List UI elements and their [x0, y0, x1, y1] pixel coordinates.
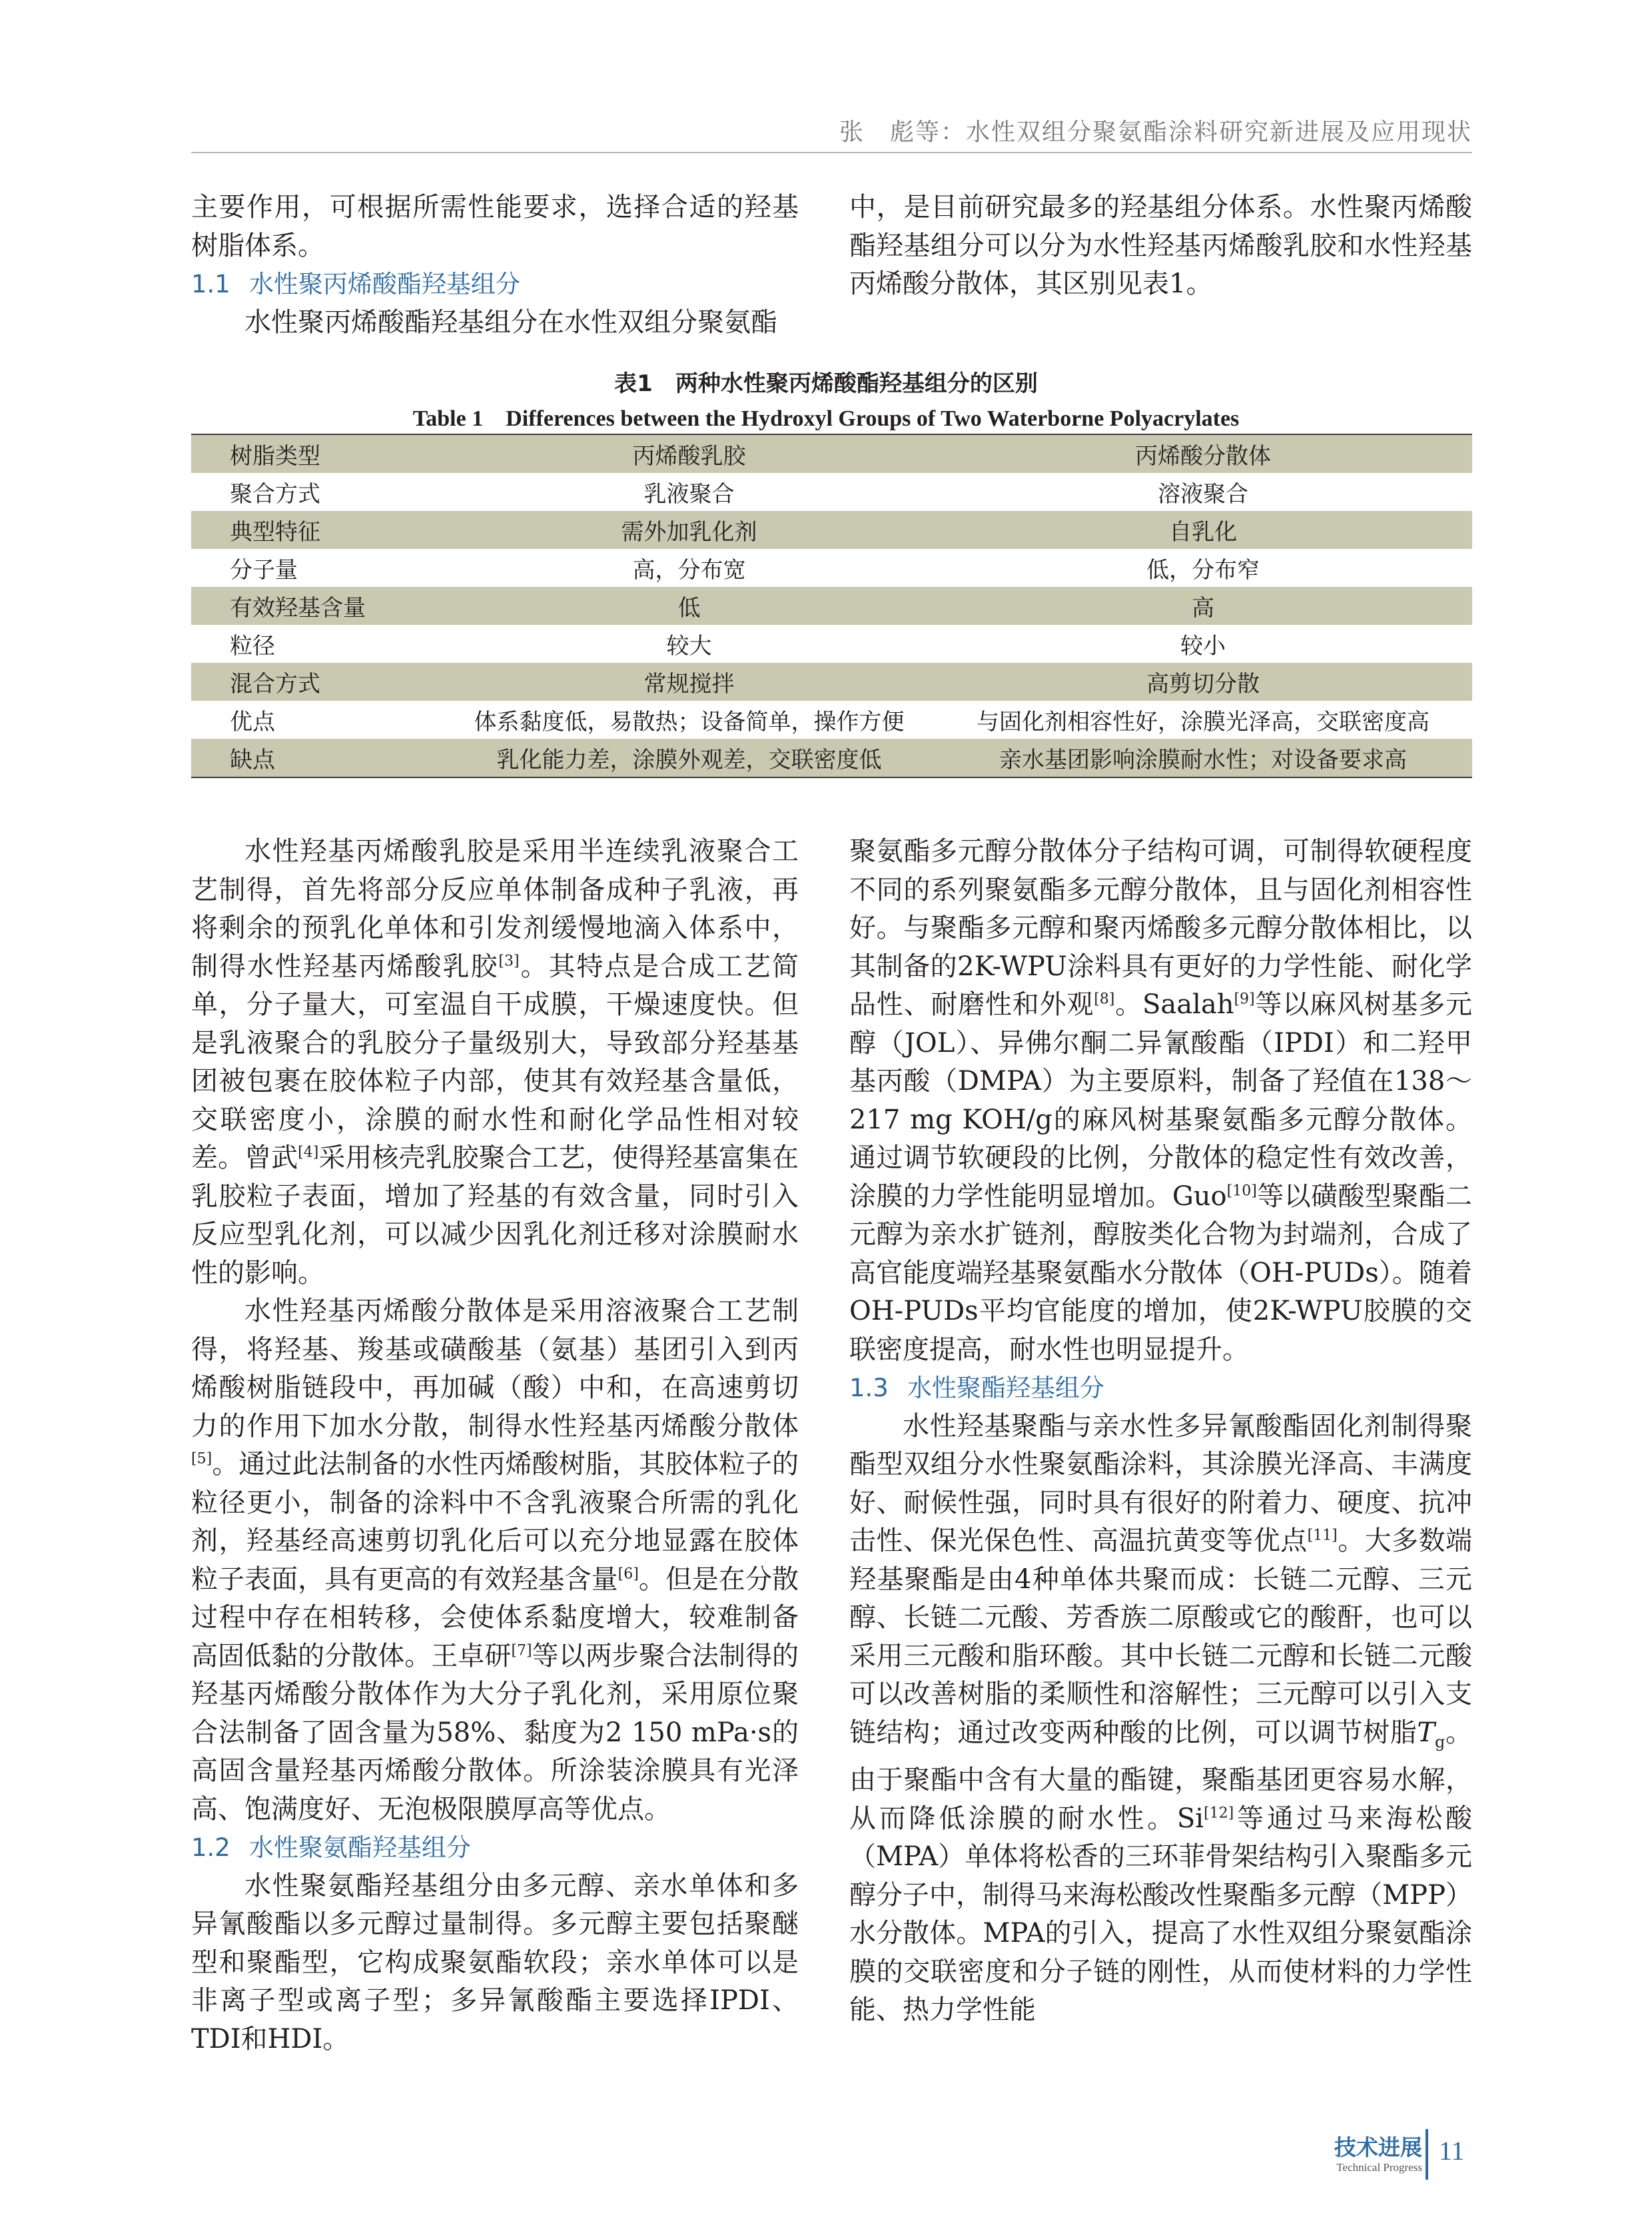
table-cell: 需外加乳化剂	[444, 511, 934, 549]
table-cell: 优点	[230, 709, 275, 735]
citation: [6]	[618, 1565, 639, 1583]
table-cell: 粒径	[230, 633, 275, 660]
table-cell: 乳液聚合	[643, 481, 735, 508]
table-header-row	[191, 434, 1472, 473]
table-row	[191, 625, 1472, 663]
table-cell: 高剪切分散	[934, 663, 1472, 701]
table-cell: 有效羟基含量	[191, 587, 444, 625]
table-cell: 低，分布窄	[1146, 557, 1260, 584]
citation: [9]	[1234, 991, 1255, 1008]
right-column	[849, 833, 1472, 2030]
section-title: 水性聚氨酯羟基组分	[248, 1833, 471, 1862]
table-row	[191, 587, 1472, 625]
running-head: 张 彪等：水性双组分聚氨酯涂料研究新进展及应用现状	[839, 119, 1472, 146]
section-heading-1-3	[849, 1369, 1472, 1408]
footer-divider	[1426, 2129, 1428, 2180]
table-cell: 混合方式	[191, 663, 444, 701]
section-number: 1.3	[849, 1374, 889, 1402]
section-heading-1-1	[191, 265, 799, 304]
table-cell: 典型特征	[191, 511, 444, 549]
paragraph: 主要作用，可根据所需性能要求，选择合适的羟基树脂体系。	[191, 192, 799, 261]
citation: [3]	[498, 953, 520, 970]
table-cell: 树脂类型	[191, 434, 444, 473]
citation: [7]	[511, 1642, 532, 1659]
table-row	[191, 473, 1472, 511]
footer-section-cn: 技术进展	[1334, 2134, 1422, 2160]
paragraph: 水性羟基丙烯酸分散体是采用溶液聚合工艺制得，将羟基、羧基或磺酸基（氨基）基团引入到丙烯酸树脂链段中，再加碱（酸）中和，在高速剪切力的作用下加水分散，制得水性羟基丙烯酸分散体[5]。通过此法制备的水性丙烯酸树脂，其胶体粒子的粒径更小，制备的涂料中不含乳液聚合所需的乳化剂，羟基经高速剪切乳化后可以充分地显露在胶体粒子表面，具有更高的有效羟基含量[6]。但是在分散过程中存在相转移，会使体系黏度增大，较难制备高固低黏的分散体。王卓研[7]等以两步聚合法制得的羟基丙烯酸分散体作为大分子乳化剂，采用原位聚合法制备了固含量为58%、黏度为2 150 mPa·s的高固含量羟基丙烯酸分散体。所涂装涂膜具有光泽高、饱满度好、无泡极限膜厚高等优点。	[191, 1296, 799, 1825]
table-caption-cn: 表1 两种水性聚丙烯酸酯羟基组分的区别	[614, 370, 1038, 397]
paragraph: 聚氨酯多元醇分散体分子结构可调，可制得软硬程度不同的系列聚氨酯多元醇分散体，且与固化剂相容性好。与聚酯多元醇和聚丙烯酸多元醇分散体相比，以其制备的2K-WPU涂料具有更好的力学性能、耐化学品性、耐磨性和外观[8]。Saalah[9]等以麻风树基多元醇（JOL）、异佛尔酮二异氰酸酯（IPDI）和二羟甲基丙酸（DMPA）为主要原料，制备了羟值在138～217 mg KOH/g的麻风树基聚氨酯多元醇分散体。通过调节软硬段的比例，分散体的稳定性有效改善，涂膜的力学性能明显增加。Guo[10]等以磺酸型聚酯二元醇为亲水扩链剂，醇胺类化合物为封端剂，合成了高官能度端羟基聚氨酯水分散体（OH-PUDs）。随着OH-PUDs平均官能度的增加，使2K-WPU胶膜的交联密度提高，耐水性也明显提升。	[849, 836, 1473, 1365]
table-cell: 较大	[666, 633, 712, 660]
section-title: 水性聚丙烯酸酯羟基组分	[248, 270, 520, 298]
table-row	[191, 739, 1472, 777]
table-cell: 常规搅拌	[444, 663, 934, 701]
table-cell: 丙烯酸分散体	[934, 434, 1472, 473]
header-rule	[191, 152, 1472, 153]
table-cell: 自乳化	[934, 511, 1472, 549]
table-cell: 乳化能力差，涂膜外观差，交联密度低	[444, 739, 934, 777]
table-row	[191, 549, 1472, 587]
table-cell: 丙烯酸乳胶	[444, 434, 934, 473]
section-number: 1.2	[191, 1833, 230, 1862]
citation: [12]	[1204, 1805, 1234, 1822]
table-cell: 分子量	[230, 557, 298, 584]
top-right-column	[849, 189, 1472, 304]
paragraph: 水性羟基丙烯酸乳胶是采用半连续乳液聚合工艺制得，首先将部分反应单体制备成种子乳液，再将剩余的预乳化单体和引发剂缓慢地滴入体系中，制得水性羟基丙烯酸乳胶[3]。其特点是合成工艺简单，分子量大，可室温自干成膜，干燥速度快。但是乳液聚合的乳胶分子量级别大，导致部分羟基基团被包裹在胶体粒子内部，使其有效羟基含量低，交联密度小，涂膜的耐水性和耐化学品性相对较差。曾武[4]采用核壳乳胶聚合工艺，使得羟基富集在乳胶粒子表面，增加了羟基的有效含量，同时引入反应型乳化剂，可以减少因乳化剂迁移对涂膜耐水性的影响。	[191, 836, 799, 1288]
section-title: 水性聚酯羟基组分	[907, 1374, 1104, 1402]
table-row	[191, 701, 1472, 739]
table-cell: 溶液聚合	[1158, 481, 1248, 508]
paragraph: 水性羟基聚酯与亲水性多异氰酸酯固化剂制得聚酯型双组分水性聚氨酯涂料，其涂膜光泽高、丰满度好、耐候性强，同时具有很好的附着力、硬度、抗冲击性、保光保色性、高温抗黄变等优点[11]。大多数端羟基聚酯是由4种单体共聚而成：长链二元醇、三元醇、长链二元酸、芳香族二原酸或它的酸酐，也可以采用三元酸和脂环酸。其中长链二元醇和长链二元酸可以改善树脂的柔顺性和溶解性；三元醇可以引入支链结构；通过改变两种酸的比例，可以调节树脂$T_g$。由于聚酯中含有大量的酯键，聚酯基团更容易水解，从而降低涂膜的耐水性。Si[12]等通过马来海松酸（MPA）单体将松香的三环菲骨架结构引入聚酯多元醇分子中，制得马来海松酸改性聚酯多元醇（MPP）水分散体。MPA的引入，提高了水性双组分聚氨酯涂膜的交联密度和分子链的刚性，从而使材料的力学性能、热力学性能	[849, 1410, 1473, 2025]
paragraph: 水性聚丙烯酸酯羟基组分在水性双组分聚氨酯	[244, 306, 777, 338]
paragraph: 水性聚氨酯羟基组分由多元醇、亲水单体和多异氰酸酯以多元醇过量制得。多元醇主要包括聚醚型和聚酯型，它构成聚氨酯软段；亲水单体可以是非离子型或离子型；多异氰酸酯主要选择IPDI、TDI和HDI。	[191, 1870, 799, 2054]
section-number: 1.1	[191, 270, 230, 298]
citation: [4]	[298, 1144, 319, 1161]
paragraph: 中，是目前研究最多的羟基组分体系。水性聚丙烯酸酯羟基组分可以分为水性羟基丙烯酸乳胶和水性羟基丙烯酸分散体，其区别见表1。	[849, 192, 1472, 299]
citation: [5]	[191, 1450, 212, 1468]
table-cell: 体系黏度低，易散热；设备简单，操作方便	[474, 709, 905, 735]
page-number: 11	[1439, 2136, 1465, 2166]
citation: [11]	[1307, 1527, 1338, 1544]
table-row	[191, 663, 1472, 701]
footer-section-en: Technical Progress	[1336, 2161, 1422, 2174]
tg-subscript: g	[1435, 1732, 1446, 1751]
table-cell: 低	[444, 587, 934, 625]
table-cell: 亲水基团影响涂膜耐水性；对设备要求高	[934, 739, 1472, 777]
tg-symbol: T	[1417, 1717, 1436, 1748]
table-cell: 较小	[1180, 633, 1226, 660]
table-caption-en: Table 1 Differences between the Hydroxyl Groups of Two Waterborne Polyacrylates	[412, 406, 1240, 431]
table-cell: 聚合方式	[230, 481, 320, 508]
citation: [10]	[1226, 1182, 1257, 1200]
table-cell: 与固化剂相容性好，涂膜光泽高，交联密度高	[977, 709, 1430, 735]
table-cell: 高	[934, 587, 1472, 625]
table-cell: 高，分布宽	[632, 557, 746, 584]
left-column	[191, 833, 799, 2058]
table-cell: 缺点	[191, 739, 444, 777]
section-heading-1-2	[191, 1829, 799, 1867]
citation: [8]	[1094, 991, 1115, 1008]
table-row	[191, 511, 1472, 549]
comparison-table	[191, 434, 1472, 778]
top-left-column	[191, 189, 799, 342]
